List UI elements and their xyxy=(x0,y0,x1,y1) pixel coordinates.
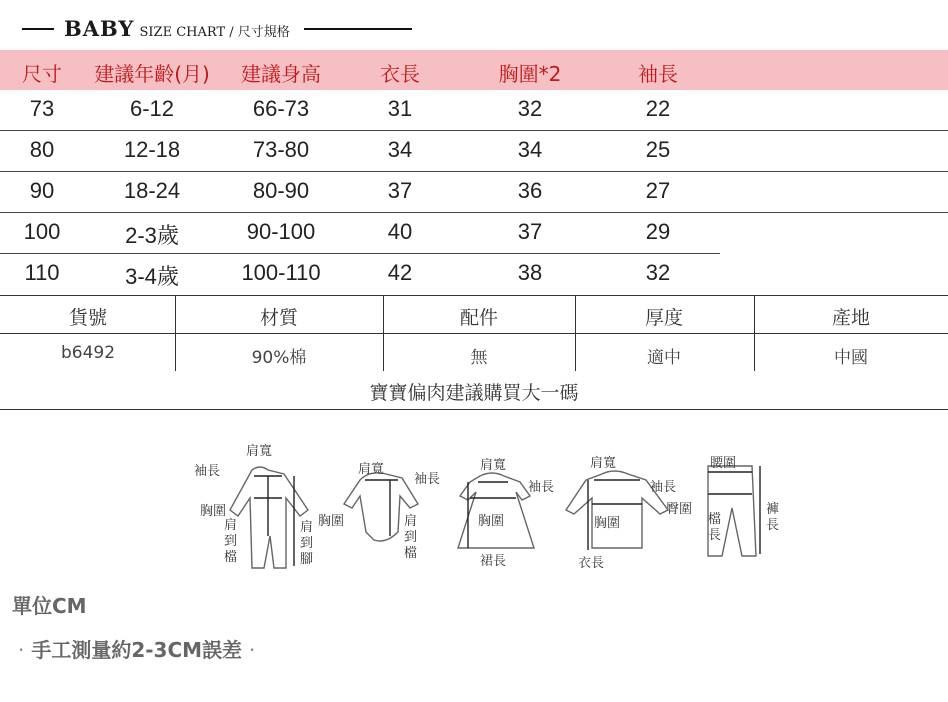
chart-title xyxy=(22,14,422,44)
romper-outline xyxy=(230,467,308,568)
info-value-thickness: 適中 xyxy=(647,348,681,368)
info-header-thickness: 厚度 xyxy=(644,307,684,329)
cell-age: 6-12 xyxy=(129,96,175,121)
title-rule-left xyxy=(22,28,54,30)
title-text xyxy=(64,16,290,41)
cell-size: 80 xyxy=(29,137,55,162)
header-size: 尺寸 xyxy=(22,62,62,86)
size-note: 寶寶偏肉建議購買大一碼 xyxy=(369,382,579,404)
bullet-dot: · xyxy=(18,638,25,662)
top-sleeve-label: 袖長 xyxy=(650,480,677,495)
romper-sleeve-label: 袖長 xyxy=(194,464,221,479)
top-length-label: 衣長 xyxy=(578,556,605,571)
cell-height: 66-73 xyxy=(252,96,310,121)
info-header-material: 材質 xyxy=(259,307,299,329)
pants-hip-label: 臀圍 xyxy=(666,502,693,517)
cell-height: 80-90 xyxy=(252,178,310,203)
table-row xyxy=(0,254,948,295)
cell-sleeve: 32 xyxy=(645,260,671,285)
info-col-divider xyxy=(575,295,576,371)
romper-shoulder-crotch-label: 肩到檔 xyxy=(224,518,238,565)
romper-shoulder-label: 肩寬 xyxy=(246,444,273,459)
cell-length: 40 xyxy=(387,219,413,244)
cell-height: 73-80 xyxy=(252,137,310,162)
cell-size: 110 xyxy=(24,260,60,285)
table-row xyxy=(0,90,948,131)
cell-chest: 34 xyxy=(517,137,543,162)
pants-waist-label: 腰圍 xyxy=(710,456,737,471)
info-col-divider xyxy=(754,295,755,371)
cell-sleeve: 27 xyxy=(645,178,671,203)
info-value-origin: 中國 xyxy=(834,348,868,368)
title-rule-right xyxy=(304,28,412,30)
info-col-divider xyxy=(383,295,384,371)
cell-chest: 32 xyxy=(517,96,543,121)
header-height: 建議身高 xyxy=(241,62,321,86)
table-row xyxy=(0,172,948,213)
table-row xyxy=(0,131,948,172)
cell-sleeve: 22 xyxy=(645,96,671,121)
cell-sleeve: 25 xyxy=(645,137,671,162)
bodysuit-shoulder-crotch-label: 肩到檔 xyxy=(404,514,418,561)
header-sleeve: 袖長 xyxy=(638,62,678,86)
top-chest-label: 胸圍 xyxy=(594,516,621,531)
top-shoulder-label: 肩寬 xyxy=(590,456,617,471)
bodysuit-chest-label: 胸圍 xyxy=(318,514,345,529)
romper-chest-label: 胸圍 xyxy=(200,504,227,519)
cell-size: 100 xyxy=(23,219,61,244)
cell-chest: 38 xyxy=(517,260,543,285)
table-row xyxy=(0,213,948,254)
info-border-mid xyxy=(0,333,948,334)
cell-length: 31 xyxy=(387,96,413,121)
cell-length: 37 xyxy=(387,178,413,203)
info-border-top xyxy=(0,295,948,296)
info-header-accessory: 配件 xyxy=(459,307,499,329)
cell-height: 100-110 xyxy=(241,260,321,285)
size-note-row xyxy=(0,371,948,410)
pants-crotch-label: 檔長 xyxy=(708,512,722,543)
header-length: 衣長 xyxy=(380,62,420,86)
bodysuit-sleeve-label: 袖長 xyxy=(414,472,441,487)
cell-chest: 37 xyxy=(517,219,543,244)
measurement-error-note xyxy=(18,634,255,663)
unit-label: 單位CM xyxy=(12,594,87,618)
info-header-origin: 產地 xyxy=(831,307,871,329)
bodysuit-shoulder-label: 肩寬 xyxy=(358,462,385,477)
title-main: BABY xyxy=(64,16,135,41)
pants-length-label: 褲長 xyxy=(766,502,780,533)
error-note-text: 手工測量約2-3CM誤差 xyxy=(31,638,243,662)
header-age: 建議年齡(月) xyxy=(94,62,210,86)
info-value-material: 90%棉 xyxy=(251,348,307,368)
size-table-header xyxy=(0,50,948,90)
info-col-divider xyxy=(175,295,176,371)
info-value-item-no: b6492 xyxy=(60,343,116,363)
cell-size: 90 xyxy=(29,178,55,203)
cell-age: 3-4歲 xyxy=(125,264,179,289)
cell-chest: 36 xyxy=(517,178,543,203)
info-value-accessory: 無 xyxy=(470,348,488,368)
cell-length: 34 xyxy=(387,137,413,162)
cell-length: 42 xyxy=(387,260,413,285)
dress-shoulder-label: 肩寬 xyxy=(480,458,507,473)
cell-height: 90-100 xyxy=(246,219,316,244)
romper-shoulder-foot-label: 肩到腳 xyxy=(300,520,314,567)
cell-age: 2-3歲 xyxy=(125,223,179,248)
product-info-table xyxy=(0,295,948,371)
info-header-item-no: 貨號 xyxy=(68,307,108,329)
dress-sleeve-label: 袖長 xyxy=(528,480,555,495)
dress-chest-label: 胸圍 xyxy=(478,514,505,529)
cell-size: 73 xyxy=(29,96,55,121)
bullet-dot: · xyxy=(249,638,256,662)
cell-age: 12-18 xyxy=(123,137,181,162)
header-chest: 胸圍*2 xyxy=(498,62,562,86)
dress-skirt-label: 裙長 xyxy=(480,554,507,569)
title-sub: SIZE CHART / 尺寸規格 xyxy=(139,25,290,40)
cell-age: 18-24 xyxy=(123,178,181,203)
cell-sleeve: 29 xyxy=(645,219,671,244)
measurement-diagram xyxy=(190,440,790,580)
